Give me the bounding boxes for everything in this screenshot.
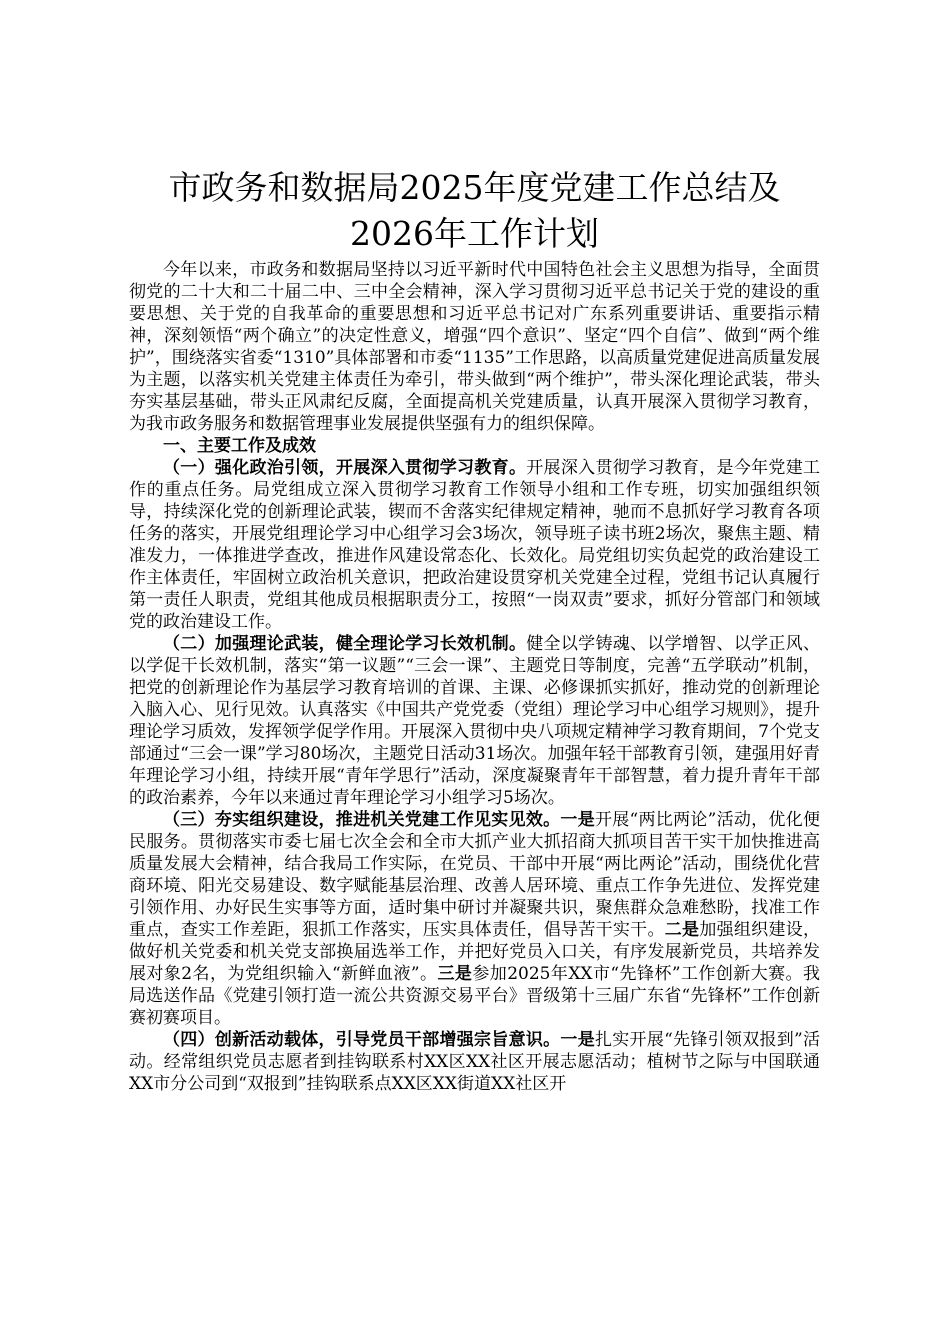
section-3-marker-1: 一是 (560, 810, 595, 830)
paragraph-section-3 (129, 809, 820, 1029)
section-3-lead: （三）夯实组织建设，推进机关党建工作见实见效。 (163, 810, 561, 830)
section-heading-main-work: 一、主要工作及成效 (163, 436, 316, 456)
section-4-text-1: 扎实开展“先锋引领双报到”活动。经常组织党员志愿者到挂钩联系村XX区XX社区开展志愿活动；植树节之际与中国联通XX市分公司到“双报到”挂钩联系点XX区XX街道XX社区开 (129, 1030, 820, 1094)
section-2-lead: （二）加强理论武装，健全理论学习长效机制。 (163, 634, 527, 654)
section-3-marker-2: 二是 (664, 920, 700, 940)
section-4-marker-1: 一是 (560, 1030, 595, 1050)
page-title (129, 165, 820, 257)
section-3-marker-3: 三是 (437, 964, 473, 984)
section-3-text-1: 开展“两比两论”活动，优化便民服务。贯彻落实市委七届七次全会和全市大抓产业大抓招商大抓项目苦干实干加快推进高质量发展大会精神，结合我局工作实际，在党员、干部中开展“两比两论”活动，围绕优化营商环境、阳光交易建设、数字赋能基层治理、改善人居环境、重点工作争先进位、发挥党建引领作用、办好民生实事等方面，适时集中研讨并凝聚共识，聚焦群众急难愁盼，找准工作重点，查实工作差距，狠抓工作落实，压实具体责任，倡导苦干实干。 (129, 810, 820, 940)
section-4-lead: （四）创新活动载体，引导党员干部增强宗旨意识。 (163, 1030, 561, 1050)
paragraph-section-1 (129, 457, 820, 633)
paragraph-section-2 (129, 633, 820, 809)
section-1-text: 开展深入贯彻学习教育，是今年党建工作的重点任务。局党组成立深入贯彻学习教育工作领导小组和工作专班，切实加强组织领导，持续深化党的创新理论武装，锲而不舍落实纪律规定精神，驰而不息抓好学习教育各项任务的落实，开展党组理论学习中心组学习会3场次，领导班子读书班2场次，聚焦主题、精准发力，一体推进学查改，推进作风建设常态化、长效化。局党组切实负起党的政治建设工作主体责任，牢固树立政治机关意识，把政治建设贯穿机关党建全过程，党组书记认真履行第一责任人职责，党组其他成员根据职责分工，按照“一岗双责”要求，抓好分管部门和领域党的政治建设工作。 (129, 458, 821, 632)
section-1-lead: （一）强化政治引领，开展深入贯彻学习教育。 (163, 458, 527, 478)
title-line-2: 2026年工作计划 (350, 214, 599, 253)
section-2-text: 健全以学铸魂、以学增智、以学正风、以学促干长效机制，落实“第一议题”“三会一课”、主题党日等制度，完善“五学联动”机制，把党的创新理论作为基层学习教育培训的首课、主课、必修课抓实抓好，推动党的创新理论入脑入心、见行见效。认真落实《中国共产党党委（党组）理论学习中心组学习规则》，提升理论学习质效，发挥领学促学作用。开展深入贯彻中央八项规定精神学习教育期间，7个党支部通过“三会一课”学习80场次，主题党日活动31场次。加强年轻干部教育引领，建强用好青年理论学习小组，持续开展“青年学思行”活动，深度凝聚青年干部智慧，着力提升青年干部的政治素养，今年以来通过青年理论学习小组学习5场次。 (129, 634, 821, 808)
section-3-text-3: 参加2025年XX市“先锋杯”工作创新大赛。我局选送作品《党建引领打造一流公共资源交易平台》晋级第十三届广东省“先锋杯”工作创新赛初赛项目。 (129, 964, 820, 1028)
section-3-text-2: 加强组织建设，做好机关党委和机关党支部换届选举工作，并把好党员入口关，有序发展新党员，共培养发展对象2名，为党组织输入“新鲜血液”。 (129, 920, 821, 984)
title-line-1: 市政务和数据局2025年度党建工作总结及 (168, 168, 781, 207)
intro-paragraph: 今年以来，市政务和数据局坚持以习近平新时代中国特色社会主义思想为指导，全面贯彻党的二十大和二十届二中、三中全会精神，深入学习贯彻习近平总书记关于党的建设的重要思想、关于党的自我革命的重要思想和习近平总书记对广东系列重要讲话、重要指示精神，深刻领悟“两个确立”的决定性意义，增强“四个意识”、坚定“四个自信”、做到“两个维护”，围绕落实省委“1310”具体部署和市委“1135”工作思路，以高质量党建促进高质量发展为主题，以落实机关党建主体责任为牵引，带头做到“两个维护”，带头深化理论武装，带头夯实基层基础，带头正风肃纪反腐，全面提高机关党建质量，认真开展深入贯彻学习教育，为我市政务服务和数据管理事业发展提供坚强有力的组织保障。 (129, 260, 820, 434)
document-body (129, 259, 820, 1095)
paragraph-section-4 (129, 1029, 820, 1095)
